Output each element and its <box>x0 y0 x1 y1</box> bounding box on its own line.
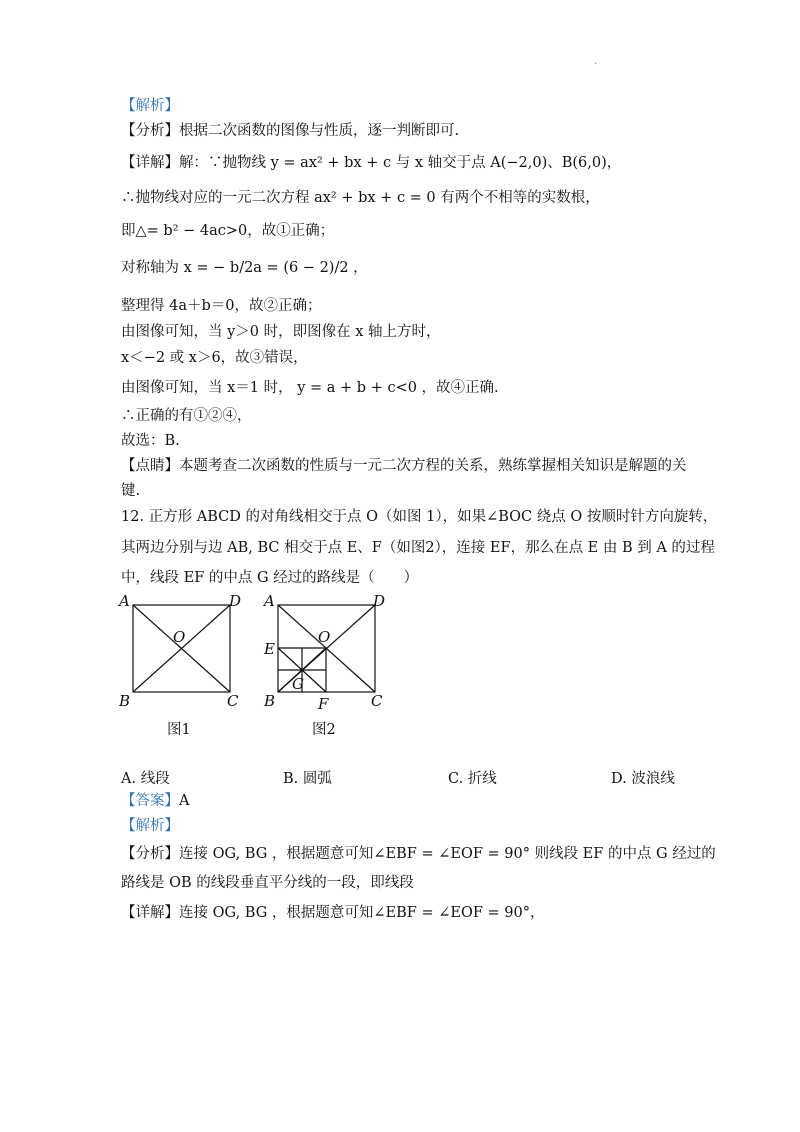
answer-choices <box>121 767 681 789</box>
fig1-label-b: B <box>119 692 131 710</box>
fig2-caption: 图2 <box>312 722 336 738</box>
analysis-line-2 <box>121 844 716 864</box>
comment-text: 本题考查二次函数的性质与一元二次方程的关系，熟练掌握相关知识是解题的关 <box>179 458 687 474</box>
question-12-line-1: 12. 正方形 ABCD 的对角线相交于点 O（如图 1），如果∠BOC 绕点 O 按顺时针方向旋转， <box>121 509 718 525</box>
comment-line <box>121 456 687 476</box>
analysis-line <box>121 121 459 141</box>
analysis-text-2: 连接 OG, BG ，根据题意可知∠EBF = ∠EOF = 90° 则线段 EF 的中点 G 经过的 <box>179 846 716 862</box>
choice-d: D. 波浪线 <box>611 771 675 787</box>
detail-line <box>121 153 621 173</box>
detail-line-2 <box>121 903 544 923</box>
figure-1 <box>115 588 245 748</box>
comment-tag: 【点睛】 <box>121 458 179 474</box>
fig1-caption: 图1 <box>167 722 191 738</box>
fig2-label-g: G <box>292 675 304 693</box>
detail-text: 解：∵抛物线 y = ax² + bx + c 与 x 轴交于点 A(−2,0)、B(6,0)， <box>179 155 622 171</box>
solution-line-10: 由图像可知，当 x＝1 时， y = a + b + c<0 ，故④正确. <box>121 380 499 396</box>
fig1-label-o: O <box>173 628 186 646</box>
answer-value: A <box>179 793 190 809</box>
fig1-label-c: C <box>227 692 239 710</box>
fig2-label-b: B <box>264 692 276 710</box>
fig1-label-d: D <box>229 592 242 610</box>
fig2-label-e: E <box>264 640 275 658</box>
fig2-label-f: F <box>318 695 329 713</box>
section-tag-analysis: 【解析】 <box>121 98 179 114</box>
fig2-segment-og <box>302 648 326 670</box>
fig2-label-d: D <box>373 592 386 610</box>
choice-b: B. 圆弧 <box>283 771 332 787</box>
analysis-line-2-cont: 路线是 OB 的线段垂直平分线的一段，即线段 <box>121 875 414 891</box>
solution-line-12: 故选：B. <box>121 433 180 449</box>
solution-line-5: 即△= b² − 4ac>0，故①正确； <box>121 223 335 239</box>
fig2-label-o: O <box>318 628 331 646</box>
analysis-tag-2: 【分析】 <box>121 846 179 862</box>
comment-line-end: 键. <box>121 483 141 499</box>
detail-tag-2: 【详解】 <box>121 905 179 921</box>
solution-line-9: x＜−2 或 x＞6，故③错误， <box>121 350 308 366</box>
answer-line <box>121 791 189 811</box>
fig2-label-a: A <box>264 592 275 610</box>
solution-line-11: ∴正确的有①②④， <box>121 408 252 424</box>
analysis-tag: 【分析】 <box>121 123 179 139</box>
solution-line-4: ∴抛物线对应的一元二次方程 ax² + bx + c = 0 有两个不相等的实数根， <box>121 190 600 206</box>
fig2-label-c: C <box>371 692 383 710</box>
question-12-line-3: 中，线段 EF 的中点 G 经过的路线是（ ） <box>121 570 419 586</box>
analysis-text: 根据二次函数的图像与性质，逐一判断即可. <box>179 123 460 139</box>
choice-a: A. 线段 <box>121 771 170 787</box>
choice-c: C. 折线 <box>448 771 497 787</box>
detail-text-2: 连接 OG, BG ，根据题意可知∠EBF = ∠EOF = 90°， <box>179 905 545 921</box>
solution-line-8: 由图像可知，当 y＞0 时，即图像在 x 轴上方时， <box>121 324 441 340</box>
header-mark: . <box>594 56 598 67</box>
section-tag-analysis-2: 【解析】 <box>121 818 179 834</box>
fig1-label-a: A <box>119 592 130 610</box>
answer-tag: 【答案】 <box>121 793 179 809</box>
question-12-line-2: 其两边分别与边 AB, BC 相交于点 E、F（如图2），连接 EF，那么在点 E 由 B 到 A 的过程 <box>121 540 715 556</box>
detail-tag: 【详解】 <box>121 155 179 171</box>
solution-line-6: 对称轴为 x = − b/2a = (6 − 2)/2 ， <box>121 260 368 276</box>
solution-line-7: 整理得 4a＋b＝0，故②正确； <box>121 298 322 314</box>
figure-2 <box>260 588 395 748</box>
